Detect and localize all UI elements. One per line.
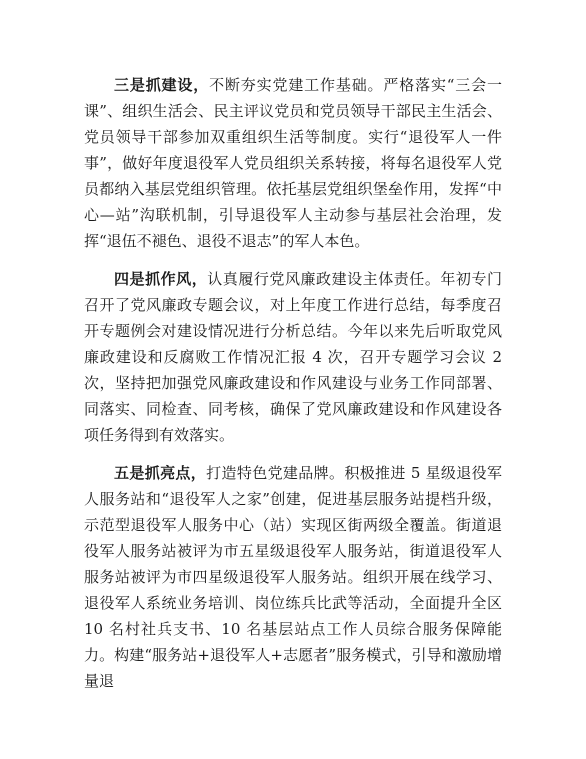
paragraph-text: 认真履行党风廉政建设主体责任。年初专门召开了党风廉政专题会议，对上年度工作进行总结，每季度召开专题例会对建设情况进行分析总结。今年以来先后听取党风廉政建设和反腐败工作情况汇报 4 次，召开专题学习会议 2 次，坚持把加强党风廉政建设和作风建设与业务工作同部署、同落实、同检查、同考核，确保了党风廉政建设和作风建设各项任务得到有效落实。	[84, 270, 502, 444]
paragraph-lead: 五是抓亮点，	[114, 464, 207, 482]
paragraph-highlights	[84, 460, 502, 694]
paragraph-lead: 三是抓建设，	[114, 76, 210, 94]
paragraph-lead: 四是抓作风，	[114, 270, 208, 288]
paragraph-work-style	[84, 266, 502, 448]
paragraph-text: 不断夯实党建工作基础。严格落实“三会一课”、组织生活会、民主评议党员和党员领导干部民主生活会、党员领导干部参加双重组织生活等制度。实行“退役军人一件事”，做好年度退役军人党员组织关系转接，将每名退役军人党员都纳入基层党组织管理。依托基层党组织堡垒作用，发挥“中心—站”沟联机制，引导退役军人主动参与基层社会治理，发挥“退伍不褪色、退役不退志”的军人本色。	[84, 76, 502, 250]
document-body	[84, 72, 502, 706]
paragraph-text: 打造特色党建品牌。积极推进 5 星级退役军人服务站和“退役军人之家”创建，促进基层服务站提档升级，示范型退役军人服务中心（站）实现区街两级全覆盖。街道退役军人服务站被评为市五星级退役军人服务站，街道退役军人服务站被评为市四星级退役军人服务站。组织开展在线学习、退役军人系统业务培训、岗位练兵比武等活动，全面提升全区 10 名村社兵支书、10 名基层站点工作人员综合服务保障能力。构建“服务站+退役军人+志愿者”服务模式，引导和激励增量退	[84, 464, 502, 690]
paragraph-construction	[84, 72, 502, 254]
